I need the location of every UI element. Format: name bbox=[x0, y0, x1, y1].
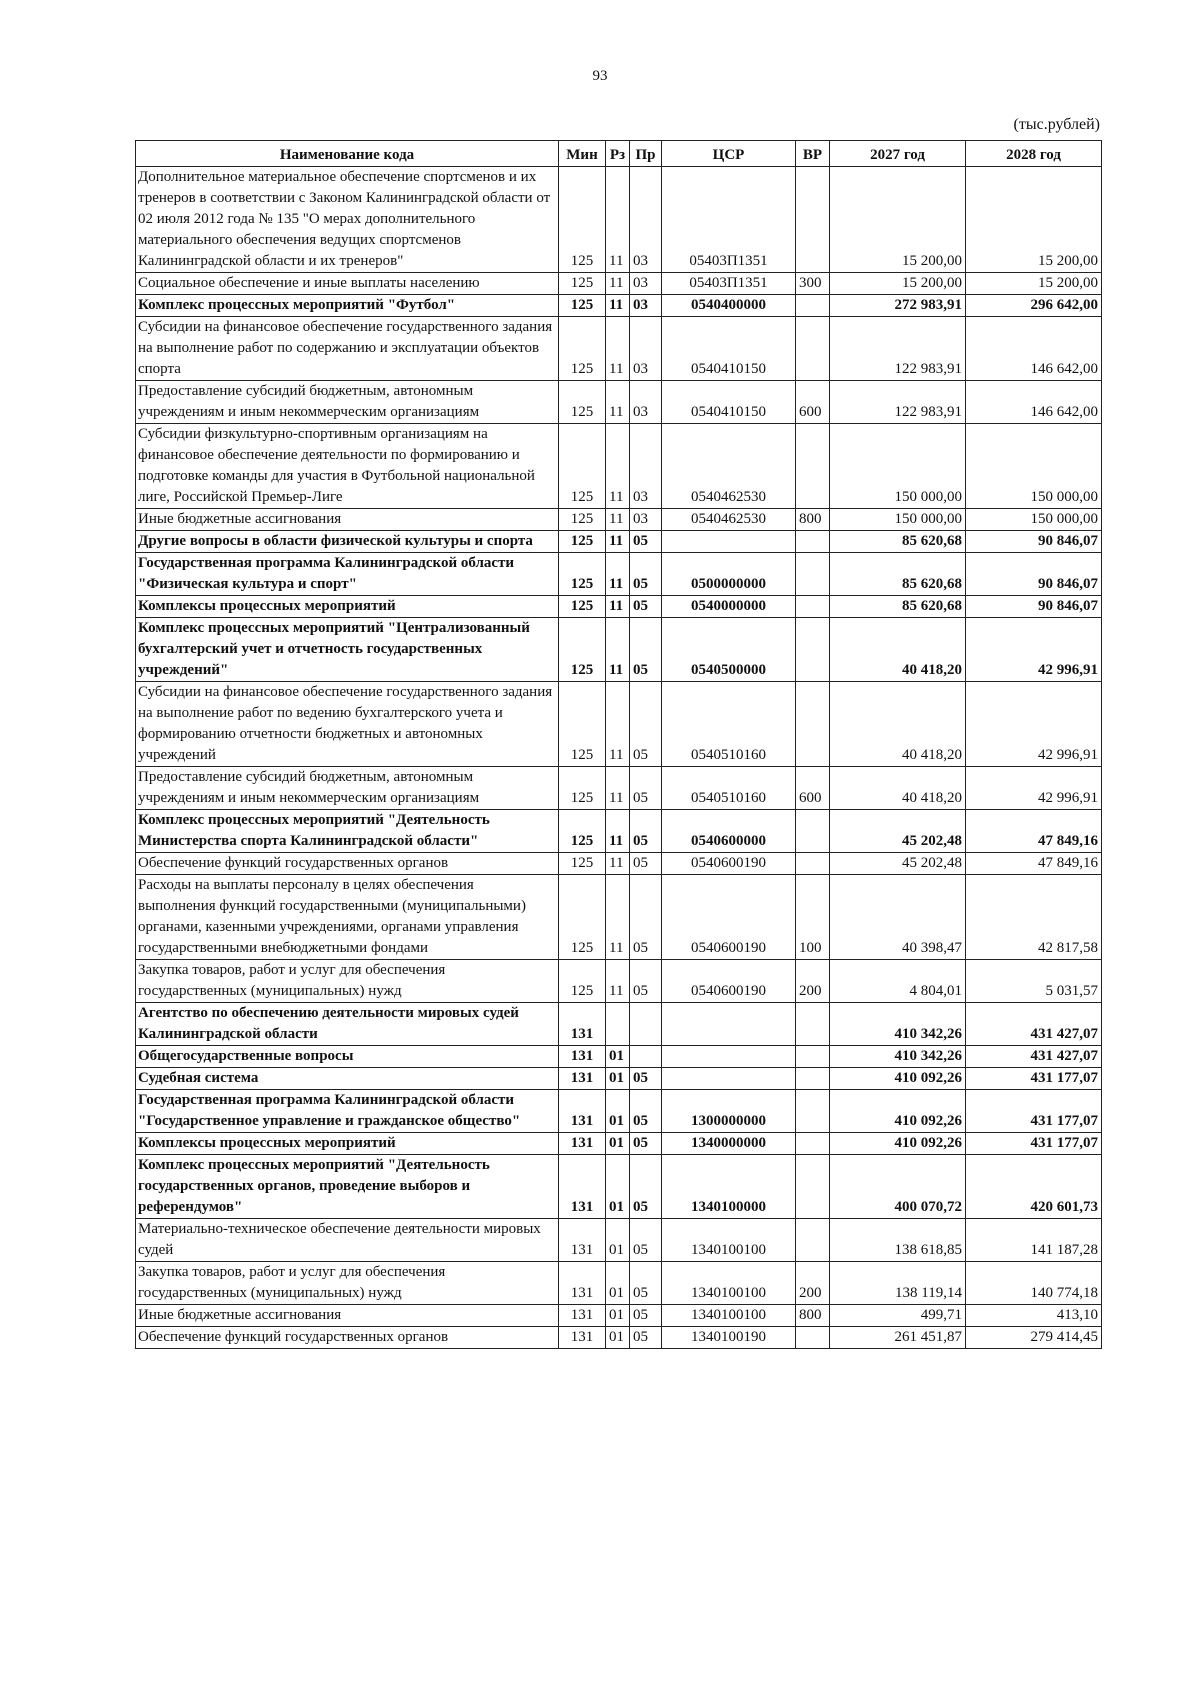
row-name: Комплексы процессных мероприятий bbox=[136, 596, 559, 618]
col-header-vr: ВР bbox=[796, 141, 830, 167]
row-pr: 05 bbox=[630, 1155, 662, 1219]
row-min: 131 bbox=[559, 1090, 606, 1133]
row-csr: 0540600000 bbox=[662, 810, 796, 853]
row-vr: 200 bbox=[796, 960, 830, 1003]
row-pr bbox=[630, 1003, 662, 1046]
row-vr bbox=[796, 553, 830, 596]
row-min: 125 bbox=[559, 381, 606, 424]
row-min: 125 bbox=[559, 596, 606, 618]
row-name: Социальное обеспечение и иные выплаты населению bbox=[136, 273, 559, 295]
row-min: 125 bbox=[559, 167, 606, 273]
row-vr: 800 bbox=[796, 1305, 830, 1327]
table-row bbox=[136, 1003, 1102, 1046]
row-amount-2027: 40 418,20 bbox=[830, 618, 966, 682]
row-pr: 05 bbox=[630, 767, 662, 810]
row-csr: 05403П1351 bbox=[662, 167, 796, 273]
row-min: 125 bbox=[559, 810, 606, 853]
row-amount-2027: 85 620,68 bbox=[830, 553, 966, 596]
row-amount-2027: 40 418,20 bbox=[830, 682, 966, 767]
table-row bbox=[136, 509, 1102, 531]
row-rz: 11 bbox=[606, 618, 630, 682]
row-name: Субсидии физкультурно-спортивным организациям на финансовое обеспечение деятельности по формированию и подготовке команды для участия в Футбольной национальной лиге, Российской Премьер-Лиге bbox=[136, 424, 559, 509]
row-vr bbox=[796, 424, 830, 509]
row-pr: 05 bbox=[630, 1068, 662, 1090]
row-amount-2027: 410 342,26 bbox=[830, 1003, 966, 1046]
row-min: 125 bbox=[559, 295, 606, 317]
row-amount-2027: 138 618,85 bbox=[830, 1219, 966, 1262]
table-row bbox=[136, 618, 1102, 682]
row-csr: 1340100100 bbox=[662, 1262, 796, 1305]
row-pr: 03 bbox=[630, 295, 662, 317]
row-csr: 1340100000 bbox=[662, 1155, 796, 1219]
row-rz: 11 bbox=[606, 682, 630, 767]
row-amount-2027: 40 418,20 bbox=[830, 767, 966, 810]
row-pr: 03 bbox=[630, 381, 662, 424]
row-csr: 1340100100 bbox=[662, 1219, 796, 1262]
row-vr bbox=[796, 682, 830, 767]
row-vr bbox=[796, 531, 830, 553]
row-name: Обеспечение функций государственных органов bbox=[136, 1327, 559, 1349]
row-name: Комплекс процессных мероприятий "Футбол" bbox=[136, 295, 559, 317]
row-name: Закупка товаров, работ и услуг для обеспечения государственных (муниципальных) нужд bbox=[136, 960, 559, 1003]
row-amount-2028: 150 000,00 bbox=[966, 424, 1102, 509]
row-amount-2027: 138 119,14 bbox=[830, 1262, 966, 1305]
row-amount-2028: 15 200,00 bbox=[966, 273, 1102, 295]
row-vr: 600 bbox=[796, 381, 830, 424]
row-pr: 05 bbox=[630, 1090, 662, 1133]
row-amount-2028: 146 642,00 bbox=[966, 381, 1102, 424]
table-row bbox=[136, 273, 1102, 295]
row-min: 125 bbox=[559, 531, 606, 553]
row-amount-2028: 141 187,28 bbox=[966, 1219, 1102, 1262]
row-amount-2027: 400 070,72 bbox=[830, 1155, 966, 1219]
row-csr bbox=[662, 1003, 796, 1046]
row-csr bbox=[662, 531, 796, 553]
table-row bbox=[136, 810, 1102, 853]
row-amount-2028: 431 177,07 bbox=[966, 1133, 1102, 1155]
table-row bbox=[136, 853, 1102, 875]
row-amount-2027: 150 000,00 bbox=[830, 424, 966, 509]
row-amount-2028: 42 996,91 bbox=[966, 682, 1102, 767]
row-pr: 05 bbox=[630, 1219, 662, 1262]
units-label: (тыс.рублей) bbox=[1013, 116, 1100, 133]
row-rz: 11 bbox=[606, 167, 630, 273]
row-min: 131 bbox=[559, 1327, 606, 1349]
table-row bbox=[136, 1133, 1102, 1155]
row-name: Комплекс процессных мероприятий "Деятельность Министерства спорта Калининградской области" bbox=[136, 810, 559, 853]
row-name: Иные бюджетные ассигнования bbox=[136, 509, 559, 531]
row-pr: 05 bbox=[630, 960, 662, 1003]
row-pr bbox=[630, 1046, 662, 1068]
row-csr: 0540600190 bbox=[662, 875, 796, 960]
row-amount-2028: 42 996,91 bbox=[966, 618, 1102, 682]
row-pr: 03 bbox=[630, 317, 662, 381]
row-pr: 03 bbox=[630, 509, 662, 531]
row-min: 125 bbox=[559, 424, 606, 509]
row-amount-2027: 410 342,26 bbox=[830, 1046, 966, 1068]
row-csr: 0540410150 bbox=[662, 381, 796, 424]
row-rz: 11 bbox=[606, 553, 630, 596]
row-name: Комплекс процессных мероприятий "Деятельность государственных органов, проведение выборов и референдумов" bbox=[136, 1155, 559, 1219]
table-row bbox=[136, 1305, 1102, 1327]
table-row bbox=[136, 317, 1102, 381]
col-header-2027: 2027 год bbox=[830, 141, 966, 167]
row-amount-2028: 420 601,73 bbox=[966, 1155, 1102, 1219]
row-vr: 800 bbox=[796, 509, 830, 531]
row-rz: 11 bbox=[606, 381, 630, 424]
row-rz: 01 bbox=[606, 1068, 630, 1090]
row-rz: 01 bbox=[606, 1262, 630, 1305]
row-pr: 05 bbox=[630, 875, 662, 960]
row-min: 131 bbox=[559, 1262, 606, 1305]
row-name: Общегосударственные вопросы bbox=[136, 1046, 559, 1068]
row-name: Агентство по обеспечению деятельности мировых судей Калининградской области bbox=[136, 1003, 559, 1046]
row-amount-2027: 150 000,00 bbox=[830, 509, 966, 531]
row-csr bbox=[662, 1046, 796, 1068]
col-header-2028: 2028 год bbox=[966, 141, 1102, 167]
row-csr: 1340100100 bbox=[662, 1305, 796, 1327]
row-min: 131 bbox=[559, 1219, 606, 1262]
row-name: Расходы на выплаты персоналу в целях обеспечения выполнения функций государственными (муниципальными) органами, казенными учреждениями, органами управления государственными внебюджетными фондами bbox=[136, 875, 559, 960]
table-header bbox=[136, 141, 1102, 167]
table-row bbox=[136, 531, 1102, 553]
row-rz: 01 bbox=[606, 1219, 630, 1262]
row-name: Предоставление субсидий бюджетным, автономным учреждениям и иным некоммерческим организациям bbox=[136, 767, 559, 810]
row-name: Государственная программа Калининградской области "Государственное управление и гражданское общество" bbox=[136, 1090, 559, 1133]
row-amount-2027: 410 092,26 bbox=[830, 1068, 966, 1090]
row-amount-2027: 272 983,91 bbox=[830, 295, 966, 317]
table-row bbox=[136, 1262, 1102, 1305]
row-amount-2028: 47 849,16 bbox=[966, 853, 1102, 875]
table-row bbox=[136, 960, 1102, 1003]
row-csr: 0540000000 bbox=[662, 596, 796, 618]
row-amount-2027: 122 983,91 bbox=[830, 381, 966, 424]
row-vr bbox=[796, 596, 830, 618]
row-csr: 0540500000 bbox=[662, 618, 796, 682]
row-min: 125 bbox=[559, 682, 606, 767]
row-rz: 11 bbox=[606, 531, 630, 553]
row-min: 125 bbox=[559, 767, 606, 810]
row-csr: 0540400000 bbox=[662, 295, 796, 317]
row-csr: 0540510160 bbox=[662, 682, 796, 767]
row-pr: 05 bbox=[630, 1262, 662, 1305]
row-amount-2027: 15 200,00 bbox=[830, 167, 966, 273]
row-amount-2027: 45 202,48 bbox=[830, 853, 966, 875]
row-min: 125 bbox=[559, 875, 606, 960]
row-min: 125 bbox=[559, 960, 606, 1003]
col-header-pr: Пр bbox=[630, 141, 662, 167]
row-name: Другие вопросы в области физической культуры и спорта bbox=[136, 531, 559, 553]
row-vr bbox=[796, 1003, 830, 1046]
row-rz: 01 bbox=[606, 1090, 630, 1133]
row-amount-2028: 15 200,00 bbox=[966, 167, 1102, 273]
row-csr: 0540462530 bbox=[662, 509, 796, 531]
col-header-min: Мин bbox=[559, 141, 606, 167]
row-amount-2027: 410 092,26 bbox=[830, 1090, 966, 1133]
row-amount-2028: 5 031,57 bbox=[966, 960, 1102, 1003]
row-amount-2028: 150 000,00 bbox=[966, 509, 1102, 531]
budget-table bbox=[135, 140, 1102, 1349]
row-csr: 1340100190 bbox=[662, 1327, 796, 1349]
table-row bbox=[136, 1155, 1102, 1219]
row-csr: 0540600190 bbox=[662, 853, 796, 875]
row-rz: 11 bbox=[606, 273, 630, 295]
row-vr: 100 bbox=[796, 875, 830, 960]
row-amount-2027: 85 620,68 bbox=[830, 531, 966, 553]
row-amount-2027: 45 202,48 bbox=[830, 810, 966, 853]
row-pr: 03 bbox=[630, 273, 662, 295]
row-name: Закупка товаров, работ и услуг для обеспечения государственных (муниципальных) нужд bbox=[136, 1262, 559, 1305]
row-vr bbox=[796, 167, 830, 273]
row-csr: 1340000000 bbox=[662, 1133, 796, 1155]
row-amount-2027: 261 451,87 bbox=[830, 1327, 966, 1349]
row-csr bbox=[662, 1068, 796, 1090]
row-name: Обеспечение функций государственных органов bbox=[136, 853, 559, 875]
row-amount-2028: 431 427,07 bbox=[966, 1046, 1102, 1068]
row-pr: 05 bbox=[630, 1133, 662, 1155]
row-name: Дополнительное материальное обеспечение спортсменов и их тренеров в соответствии с Законом Калининградской области от 02 июля 2012 года № 135 "О мерах дополнительного материального обеспечения ведущих спортсменов Калининградской области и их тренеров" bbox=[136, 167, 559, 273]
row-vr bbox=[796, 1090, 830, 1133]
table-row bbox=[136, 553, 1102, 596]
row-min: 131 bbox=[559, 1003, 606, 1046]
row-vr bbox=[796, 295, 830, 317]
table-row bbox=[136, 767, 1102, 810]
row-amount-2028: 296 642,00 bbox=[966, 295, 1102, 317]
page-number: 93 bbox=[592, 68, 608, 84]
row-amount-2028: 47 849,16 bbox=[966, 810, 1102, 853]
row-rz: 01 bbox=[606, 1305, 630, 1327]
row-name: Предоставление субсидий бюджетным, автономным учреждениям и иным некоммерческим организациям bbox=[136, 381, 559, 424]
row-amount-2027: 15 200,00 bbox=[830, 273, 966, 295]
table-row bbox=[136, 167, 1102, 273]
row-vr bbox=[796, 618, 830, 682]
row-csr: 05403П1351 bbox=[662, 273, 796, 295]
row-pr: 05 bbox=[630, 1305, 662, 1327]
row-amount-2028: 90 846,07 bbox=[966, 596, 1102, 618]
row-rz: 01 bbox=[606, 1133, 630, 1155]
row-csr: 1300000000 bbox=[662, 1090, 796, 1133]
table-body bbox=[136, 167, 1102, 1349]
row-vr bbox=[796, 853, 830, 875]
row-amount-2028: 42 996,91 bbox=[966, 767, 1102, 810]
row-amount-2028: 42 817,58 bbox=[966, 875, 1102, 960]
row-amount-2027: 85 620,68 bbox=[830, 596, 966, 618]
row-rz: 11 bbox=[606, 317, 630, 381]
row-rz: 11 bbox=[606, 424, 630, 509]
row-min: 131 bbox=[559, 1133, 606, 1155]
row-amount-2027: 122 983,91 bbox=[830, 317, 966, 381]
row-min: 131 bbox=[559, 1155, 606, 1219]
row-pr: 05 bbox=[630, 1327, 662, 1349]
row-vr: 600 bbox=[796, 767, 830, 810]
row-amount-2028: 431 427,07 bbox=[966, 1003, 1102, 1046]
row-amount-2028: 279 414,45 bbox=[966, 1327, 1102, 1349]
row-pr: 03 bbox=[630, 167, 662, 273]
row-vr bbox=[796, 1046, 830, 1068]
row-amount-2028: 90 846,07 bbox=[966, 531, 1102, 553]
row-csr: 0500000000 bbox=[662, 553, 796, 596]
row-pr: 05 bbox=[630, 682, 662, 767]
row-amount-2028: 431 177,07 bbox=[966, 1068, 1102, 1090]
row-name: Комплексы процессных мероприятий bbox=[136, 1133, 559, 1155]
row-pr: 05 bbox=[630, 531, 662, 553]
row-pr: 05 bbox=[630, 853, 662, 875]
row-name: Иные бюджетные ассигнования bbox=[136, 1305, 559, 1327]
row-rz: 11 bbox=[606, 853, 630, 875]
row-rz: 11 bbox=[606, 767, 630, 810]
row-rz: 01 bbox=[606, 1155, 630, 1219]
row-vr bbox=[796, 810, 830, 853]
row-name: Субсидии на финансовое обеспечение государственного задания на выполнение работ по содержанию и эксплуатации объектов спорта bbox=[136, 317, 559, 381]
row-rz: 11 bbox=[606, 875, 630, 960]
row-vr bbox=[796, 1068, 830, 1090]
row-rz: 11 bbox=[606, 810, 630, 853]
row-amount-2028: 431 177,07 bbox=[966, 1090, 1102, 1133]
row-rz: 01 bbox=[606, 1046, 630, 1068]
row-min: 131 bbox=[559, 1068, 606, 1090]
table-row bbox=[136, 1327, 1102, 1349]
table-row bbox=[136, 1219, 1102, 1262]
col-header-rz: Рз bbox=[606, 141, 630, 167]
row-rz: 01 bbox=[606, 1327, 630, 1349]
row-amount-2027: 4 804,01 bbox=[830, 960, 966, 1003]
row-min: 125 bbox=[559, 618, 606, 682]
table-row bbox=[136, 875, 1102, 960]
row-min: 125 bbox=[559, 553, 606, 596]
row-rz bbox=[606, 1003, 630, 1046]
row-csr: 0540510160 bbox=[662, 767, 796, 810]
row-pr: 05 bbox=[630, 596, 662, 618]
row-amount-2027: 499,71 bbox=[830, 1305, 966, 1327]
row-pr: 05 bbox=[630, 618, 662, 682]
row-min: 131 bbox=[559, 1305, 606, 1327]
row-csr: 0540600190 bbox=[662, 960, 796, 1003]
row-min: 131 bbox=[559, 1046, 606, 1068]
row-pr: 03 bbox=[630, 424, 662, 509]
row-name: Государственная программа Калининградской области "Физическая культура и спорт" bbox=[136, 553, 559, 596]
table-row bbox=[136, 1090, 1102, 1133]
row-csr: 0540410150 bbox=[662, 317, 796, 381]
row-min: 125 bbox=[559, 509, 606, 531]
row-amount-2028: 146 642,00 bbox=[966, 317, 1102, 381]
row-name: Судебная система bbox=[136, 1068, 559, 1090]
row-rz: 11 bbox=[606, 596, 630, 618]
col-header-csr: ЦСР bbox=[662, 141, 796, 167]
table-row bbox=[136, 596, 1102, 618]
row-vr bbox=[796, 1155, 830, 1219]
row-rz: 11 bbox=[606, 295, 630, 317]
row-vr bbox=[796, 1219, 830, 1262]
col-header-name: Наименование кода bbox=[136, 141, 559, 167]
row-vr bbox=[796, 317, 830, 381]
row-amount-2027: 410 092,26 bbox=[830, 1133, 966, 1155]
row-amount-2028: 140 774,18 bbox=[966, 1262, 1102, 1305]
row-pr: 05 bbox=[630, 810, 662, 853]
table-row bbox=[136, 1046, 1102, 1068]
row-vr: 200 bbox=[796, 1262, 830, 1305]
row-rz: 11 bbox=[606, 960, 630, 1003]
row-amount-2028: 90 846,07 bbox=[966, 553, 1102, 596]
row-name: Субсидии на финансовое обеспечение государственного задания на выполнение работ по ведению бухгалтерского учета и формированию отчетности бюджетных и автономных учреждений bbox=[136, 682, 559, 767]
table-row bbox=[136, 295, 1102, 317]
row-name: Материально-техническое обеспечение деятельности мировых судей bbox=[136, 1219, 559, 1262]
table-row bbox=[136, 424, 1102, 509]
row-pr: 05 bbox=[630, 553, 662, 596]
row-min: 125 bbox=[559, 273, 606, 295]
row-min: 125 bbox=[559, 317, 606, 381]
row-vr bbox=[796, 1133, 830, 1155]
table-row bbox=[136, 1068, 1102, 1090]
row-vr bbox=[796, 1327, 830, 1349]
row-amount-2028: 413,10 bbox=[966, 1305, 1102, 1327]
row-csr: 0540462530 bbox=[662, 424, 796, 509]
row-vr: 300 bbox=[796, 273, 830, 295]
table-row bbox=[136, 381, 1102, 424]
row-name: Комплекс процессных мероприятий "Централизованный бухгалтерский учет и отчетность государственных учреждений" bbox=[136, 618, 559, 682]
row-rz: 11 bbox=[606, 509, 630, 531]
row-min: 125 bbox=[559, 853, 606, 875]
table-row bbox=[136, 682, 1102, 767]
row-amount-2027: 40 398,47 bbox=[830, 875, 966, 960]
